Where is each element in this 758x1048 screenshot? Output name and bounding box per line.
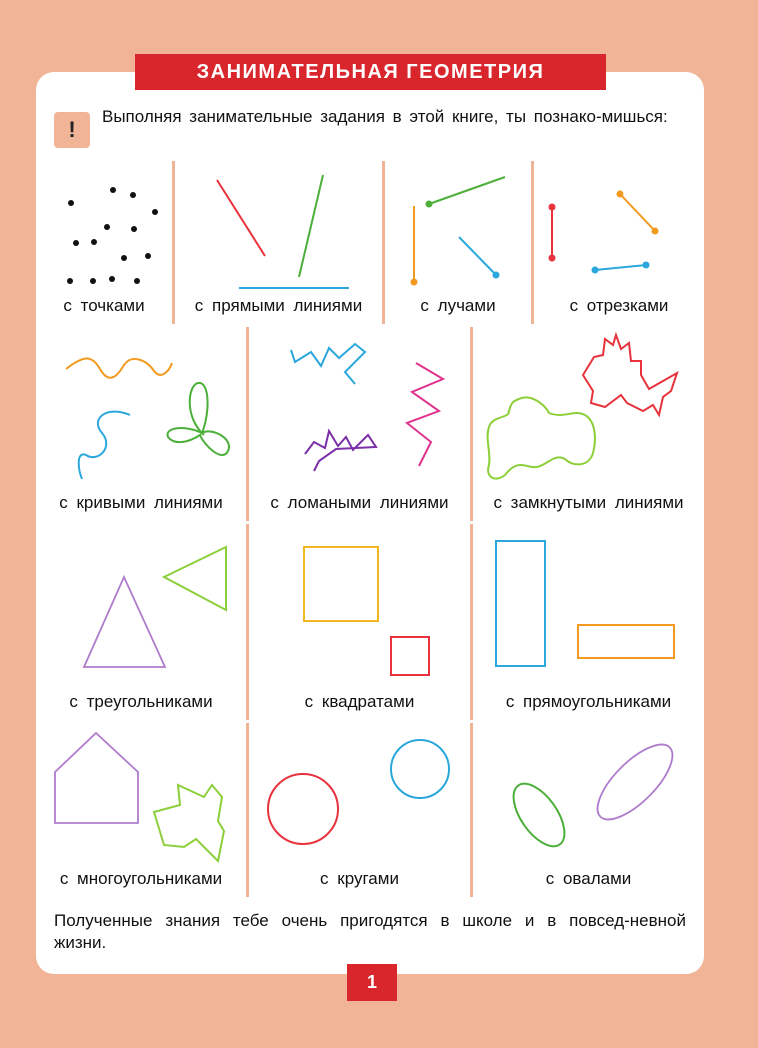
card-rays xyxy=(385,161,531,324)
card-broken-lines xyxy=(249,327,470,521)
card-closed-lines xyxy=(473,327,704,521)
label-curves: с кривыми линиями xyxy=(59,493,223,512)
point-dot xyxy=(110,187,116,193)
grid-row-4 xyxy=(36,723,704,897)
point-dot xyxy=(90,278,96,284)
card-straight-lines xyxy=(175,161,382,324)
straight-lines-figure xyxy=(175,161,382,291)
intro-text: Выполняя занимательные задания в этой книге, ты познако-мишься: xyxy=(102,107,668,126)
ovals-figure xyxy=(473,723,704,863)
point-dot xyxy=(109,276,115,282)
card-circles xyxy=(249,723,470,897)
card-curves xyxy=(36,327,246,521)
label-polygons: с многоугольниками xyxy=(59,869,223,888)
point-dot xyxy=(73,240,79,246)
point-dot xyxy=(68,200,74,206)
triangles-figure xyxy=(36,524,246,684)
label-circles: с кругами xyxy=(320,869,399,888)
page-number: 1 xyxy=(347,964,397,1001)
point-dot xyxy=(131,226,137,232)
rays-figure xyxy=(385,161,531,291)
closed-lines-figure xyxy=(473,327,704,487)
card-squares xyxy=(249,524,470,720)
page-title: ЗАНИМАТЕЛЬНАЯ ГЕОМЕТРИЯ xyxy=(135,54,606,90)
grid-row-1 xyxy=(36,161,704,324)
label-closed-lines: с замкнутыми линиями xyxy=(493,493,684,512)
point-dot xyxy=(104,224,110,230)
label-straight-lines: с прямыми линиями xyxy=(194,296,363,315)
points-figure xyxy=(36,161,172,291)
exclamation-icon: ! xyxy=(54,112,90,148)
label-rectangles: с прямоугольниками xyxy=(505,692,672,711)
circles-figure xyxy=(249,723,470,863)
label-triangles: с треугольниками xyxy=(69,692,213,711)
point-dot xyxy=(67,278,73,284)
curves-figure xyxy=(36,327,246,487)
point-dot xyxy=(130,192,136,198)
point-dot xyxy=(91,239,97,245)
card-points xyxy=(36,161,172,324)
label-squares: с квадратами xyxy=(304,692,415,711)
squares-figure xyxy=(249,524,470,684)
card-ovals xyxy=(473,723,704,897)
segments-figure xyxy=(534,161,704,291)
point-dot xyxy=(121,255,127,261)
rectangles-figure xyxy=(473,524,704,684)
card-segments xyxy=(534,161,704,324)
label-points: с точками xyxy=(63,296,145,315)
card-triangles xyxy=(36,524,246,720)
point-dot xyxy=(134,278,140,284)
label-segments: с отрезками xyxy=(569,296,669,315)
polygons-figure xyxy=(36,723,246,863)
broken-lines-figure xyxy=(249,327,470,487)
grid-row-3 xyxy=(36,524,704,720)
point-dot xyxy=(152,209,158,215)
intro-block xyxy=(54,106,694,152)
card-rectangles xyxy=(473,524,704,720)
label-ovals: с овалами xyxy=(545,869,632,888)
grid-row-2 xyxy=(36,327,704,521)
point-dot xyxy=(145,253,151,259)
label-rays: с лучами xyxy=(420,296,496,315)
outro-text: Полученные знания тебе очень пригодятся в школе и в повсед-невной жизни. xyxy=(54,911,686,952)
label-broken-lines: с ломаными линиями xyxy=(270,493,449,512)
card-polygons xyxy=(36,723,246,897)
